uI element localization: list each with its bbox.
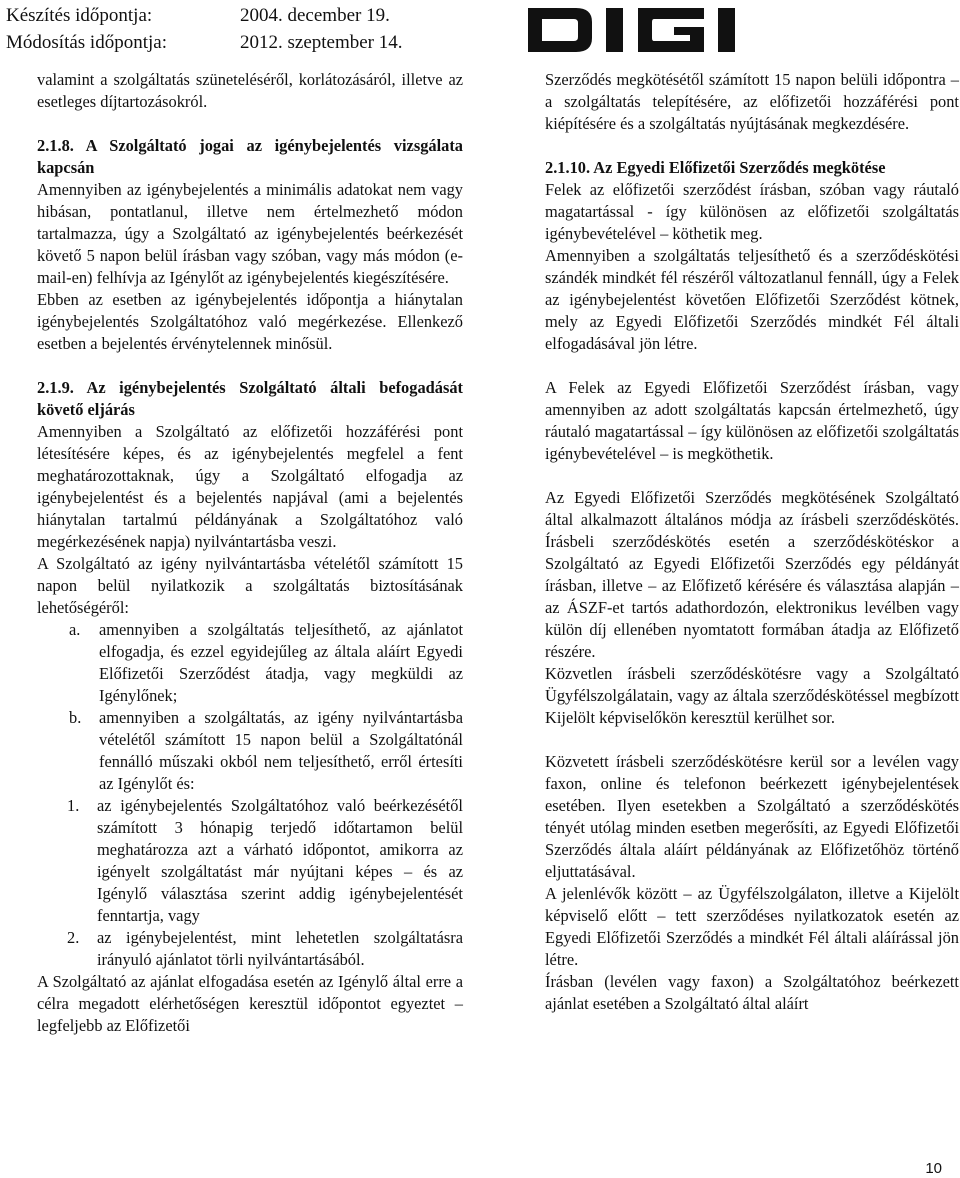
document-header [6, 2, 403, 56]
paragraph: A jelenlévők között – az Ügyfélszolgálaton, illetve a Kijelölt képviselő előtt – tett szerződéses nyilatkozatok esetén az Egyedi Előfizetői Szerződés a mindkét Fél általi aláírással jön létre. [545, 884, 959, 969]
list-text: az igénybejelentést, mint lehetetlen szolgáltatásra irányuló ajánlatot törli nyilvántartásából. [97, 928, 463, 969]
list-item-1 [37, 795, 463, 927]
left-column [37, 69, 463, 1037]
right-column [545, 69, 959, 1015]
paragraph: A Szolgáltató az igény nyilvántartásba vételétől számított 15 napon belül nyilatkozik a szolgáltatás biztosításának lehetőségéről: [37, 554, 463, 617]
section-heading-2-1-10: 2.1.10. Az Egyedi Előfizetői Szerződés megkötése [545, 158, 886, 177]
modified-label: Módosítás időpontja: [6, 32, 167, 53]
list-text: amennyiben a szolgáltatás, az igény nyilvántartásba vételétől számított 15 napon belül a Szolgáltatónál fennálló műszaki okból nem teljesíthető, erről értesíti az Igénylőt és: [99, 708, 463, 793]
paragraph: Ebben az esetben az igénybejelentés időpontja a hiánytalan igénybejelentés Szolgáltatóhoz való megérkezése. Ellenkező esetben a bejelentés érvénytelennek minősül. [37, 290, 463, 353]
paragraph: Az Egyedi Előfizetői Szerződés megkötésének Szolgáltató által alkalmazott általános módja az írásbeli szerződéskötés. Írásbeli szerződéskötés esetén a szerződéskötéskor a Szolgáltató az Egyedi Előfizetői Szerződés egy példányát írásban, illetve – az Előfizető kérésére és választása alapján – az ÁSZF-et tartós adathordozón, elektronikus levélben vagy külön díj ellenében nyomtatott formában átadja az Előfizető részére. [545, 488, 959, 661]
list-marker: a. [69, 620, 81, 639]
list-item-a [37, 619, 463, 707]
list-marker: 2. [67, 928, 80, 947]
paragraph: A Szolgáltató az ajánlat elfogadása esetén az Igénylő által erre a célra megadott elérhetőségen keresztül időpontot egyeztet – legfeljebb az Előfizetői [37, 972, 463, 1035]
page-number: 10 [925, 1160, 942, 1177]
paragraph: Amennyiben az igénybejelentés a minimális adatokat nem vagy hibásan, pontatlanul, illetve nem értelmezhető módon tartalmazza, úgy a Szolgáltató az igénybejelentés beérkezését követő 5 napon belül írásban vagy szóban, vagy más módon (e-mail-en) felhívja az Igénylőt az igénybejelentés kiegészítésére. [37, 180, 463, 287]
list-item-2 [37, 927, 463, 971]
created-label: Készítés időpontja: [6, 5, 153, 26]
list-item-b [37, 707, 463, 795]
paragraph: Írásban (levélen vagy faxon) a Szolgáltatóhoz beérkezett ajánlat esetében a Szolgáltató által aláírt [545, 972, 959, 1013]
paragraph: Amennyiben a szolgáltatás teljesíthető és a szerződéskötési szándék mindkét fél részéről változatlanul fennáll, úgy a Felek az igénybejelentést követően Előfizetői Szerződést kötnek, mely az Egyedi Előfizetői Szerződés mindkét Fél általi elfogadásával jön létre. [545, 246, 959, 353]
paragraph: Felek az előfizetői szerződést írásban, szóban vagy ráutaló magatartással - így különösen az előfizetői szolgáltatás igénybevételével – köthetik meg. [545, 180, 959, 243]
list-marker: b. [69, 708, 82, 727]
paragraph: Szerződés megkötésétől számított 15 napon belüli időpontra – a szolgáltatás telepítésére, az előfizetői hozzáférési pont kiépítésére és a szolgáltatás nyújtásának megkezdésére. [545, 70, 959, 133]
list-marker: 1. [67, 796, 80, 815]
digi-logo [528, 8, 785, 52]
paragraph: Közvetlen írásbeli szerződéskötésre vagy a Szolgáltató Ügyfélszolgálatain, vagy az általa szerződéskötéssel megbízott Kijelölt képviselőkön keresztül kerülhet sor. [545, 664, 959, 727]
paragraph: valamint a szolgáltatás szüneteléséről, korlátozásáról, illetve az esetleges díjtartozásokról. [37, 70, 463, 111]
paragraph: A Felek az Egyedi Előfizetői Szerződést írásban, vagy amennyiben az adott szolgáltatás kapcsán értelmezhető, úgy ráutaló magatartással – így különösen az előfizetői szolgáltatás igénybevételével – is megköthetik. [545, 378, 959, 463]
list-text: amennyiben a szolgáltatás teljesíthető, az ajánlatot elfogadja, és ezzel egyidejűleg az általa aláírt Egyedi Előfizetői Szerződést átadja, vagy megküldi az Igénylőnek; [99, 620, 463, 705]
section-heading-2-1-8: 2.1.8. A Szolgáltató jogai az igénybejelentés vizsgálata kapcsán [37, 136, 463, 177]
modified-value: 2012. szeptember 14. [240, 32, 403, 53]
created-value: 2004. december 19. [240, 5, 390, 26]
paragraph: Amennyiben a Szolgáltató az előfizetői hozzáférési pont létesítésére képes, és az igénybejelentés megfelel a fent meghatározottaknak, úgy a Szolgáltató elfogadja az igénybejelentést és a bejelentés napjával (ami a bejelentés hiánytalan tartalmú példányának a Szolgáltatóhoz való megérkezésének napja) nyilvántartásba veszi. [37, 422, 463, 551]
list-text: az igénybejelentés Szolgáltatóhoz való beérkezésétől számított 3 hónapig terjedő időtartamon belül meghatározza azt a várható időpontot, amikorra az igényelt szolgáltatást már nyújtani képes – és az Igénylő választása szerint addig igénybejelentését fenntartja, vagy [97, 796, 463, 925]
section-heading-2-1-9: 2.1.9. Az igénybejelentés Szolgáltató általi befogadását követő eljárás [37, 378, 463, 419]
paragraph: Közvetett írásbeli szerződéskötésre kerül sor a levélen vagy faxon, online és telefonon beérkezett igénybejelentések esetében. Ilyen esetekben a Szolgáltató a szerződéskötés tényét utólag minden esetben megerősíti, az Egyedi Előfizetői Szerződés általa aláírt példányának az Előfizetőhöz történő eljuttatásával. [545, 752, 959, 881]
